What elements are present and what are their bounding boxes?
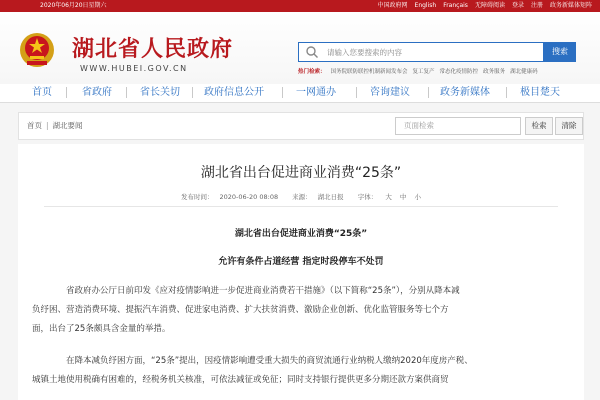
paragraph-line: 在降本减负纾困方面，“25条”提出，因疫情影响遭受重大损失的商贸流通行业纳税人缴纳2020年度房产税、 [66,356,473,366]
link-french[interactable]: Français [443,2,468,9]
font-size-small[interactable]: 小 [414,193,421,201]
nav-divider [282,87,283,98]
article-divider [44,206,558,207]
article-body [18,144,584,400]
nav-divider [356,87,357,98]
article-meta [18,192,584,201]
nav-governor[interactable]: 省长关切 [140,87,180,98]
article-subheading: 允许有条件占道经营 指定时段停车不处罚 [218,257,384,267]
breadcrumb-separator: | [46,121,49,130]
publish-label: 发布时间： [181,193,214,201]
font-size-large[interactable]: 大 [385,193,392,201]
hot-word[interactable]: 常态化疫情防控 [439,69,479,75]
page-clear-button[interactable]: 清除 [555,117,583,135]
site-header [0,12,600,84]
hot-word[interactable]: 政务服务 [483,69,506,75]
search-button[interactable]: 搜索 [544,42,576,62]
link-english[interactable]: English [414,2,437,9]
breadcrumb-home[interactable]: 首页 [27,121,42,130]
nav-divider [126,87,127,98]
font-size-label: 字体： [357,193,378,201]
nav-info-disclosure[interactable]: 政府信息公开 [204,87,264,98]
article-paragraph [32,352,572,390]
hot-search-label: 热门检索： [298,69,326,75]
hot-word[interactable]: 国务院联防联控机制新闻发布会 [330,69,408,75]
article-source: 湖北日报 [317,193,344,201]
font-size-medium[interactable]: 中 [399,193,407,201]
nav-jimu-chutian[interactable]: 极目楚天 [520,87,560,98]
link-register[interactable]: 注册 [530,2,543,9]
source-label: 来源： [292,193,312,201]
hot-search-words [298,67,598,77]
link-media-matrix[interactable]: 政务新媒体矩阵 [549,2,592,9]
article-paragraph [32,282,572,339]
paragraph-line: 面，出台了25条颇具含金量的举措。 [32,324,171,334]
link-accessibility[interactable]: 无障碍阅读 [474,2,505,9]
utility-links [378,0,592,12]
site-title[interactable]: 湖北省人民政府 [72,37,234,62]
nav-provincial-gov[interactable]: 省政府 [82,87,112,98]
nav-home[interactable]: 首页 [32,87,52,98]
breadcrumb [27,113,83,139]
publish-time: 2020-06-20 08:08 [219,193,279,201]
main-nav [0,84,600,103]
nav-divider [506,87,507,98]
top-utility-bar [0,0,600,12]
hot-word[interactable]: 复工复产 [412,69,435,75]
current-date: 2020年06月20日星期六 [40,2,107,9]
link-gov-cn[interactable]: 中国政府网 [377,2,408,9]
page-search-button[interactable]: 检索 [525,117,553,135]
paragraph-line: 省政府办公厅日前印发《应对疫情影响进一步促进商业消费若干措施》（以下简称“25条”），分别从降本减 [66,286,460,296]
nav-divider [66,87,67,98]
nav-one-stop-service[interactable]: 一网通办 [296,87,336,98]
article-heading: 湖北省出台促进商业消费“25条” [234,229,368,239]
search-placeholder: 请输入您要搜索的内容 [327,47,402,57]
link-login[interactable]: 登录 [511,2,524,9]
nav-new-media[interactable]: 政务新媒体 [440,87,490,98]
hot-word[interactable]: 湖北健康码 [510,69,538,75]
paragraph-line: 城镇土地使用税确有困难的，经税务机关核准，可依法减征或免征；同时支持银行提供更多分期还款方案供商贸 [32,375,449,385]
breadcrumb-bar [18,112,584,140]
paragraph-line: 负纾困、营造消费环境、提振汽车消费、促进家电消费、扩大扶贫消费、激励企业创新、优化监管服务等七个方 [32,305,449,315]
nav-consultation[interactable]: 咨询建议 [370,87,410,98]
site-search-input[interactable] [298,42,544,62]
page-search-input[interactable]: 页面检索 [395,117,521,135]
article-title: 湖北省出台促进商业消费“25条” [200,165,402,181]
breadcrumb-current[interactable]: 湖北要闻 [52,121,83,130]
search-icon [305,45,319,59]
national-emblem-icon[interactable] [18,30,56,70]
site-url: WWW.HUBEI.GOV.CN [80,64,188,73]
nav-divider [192,87,193,98]
nav-divider [428,87,429,98]
